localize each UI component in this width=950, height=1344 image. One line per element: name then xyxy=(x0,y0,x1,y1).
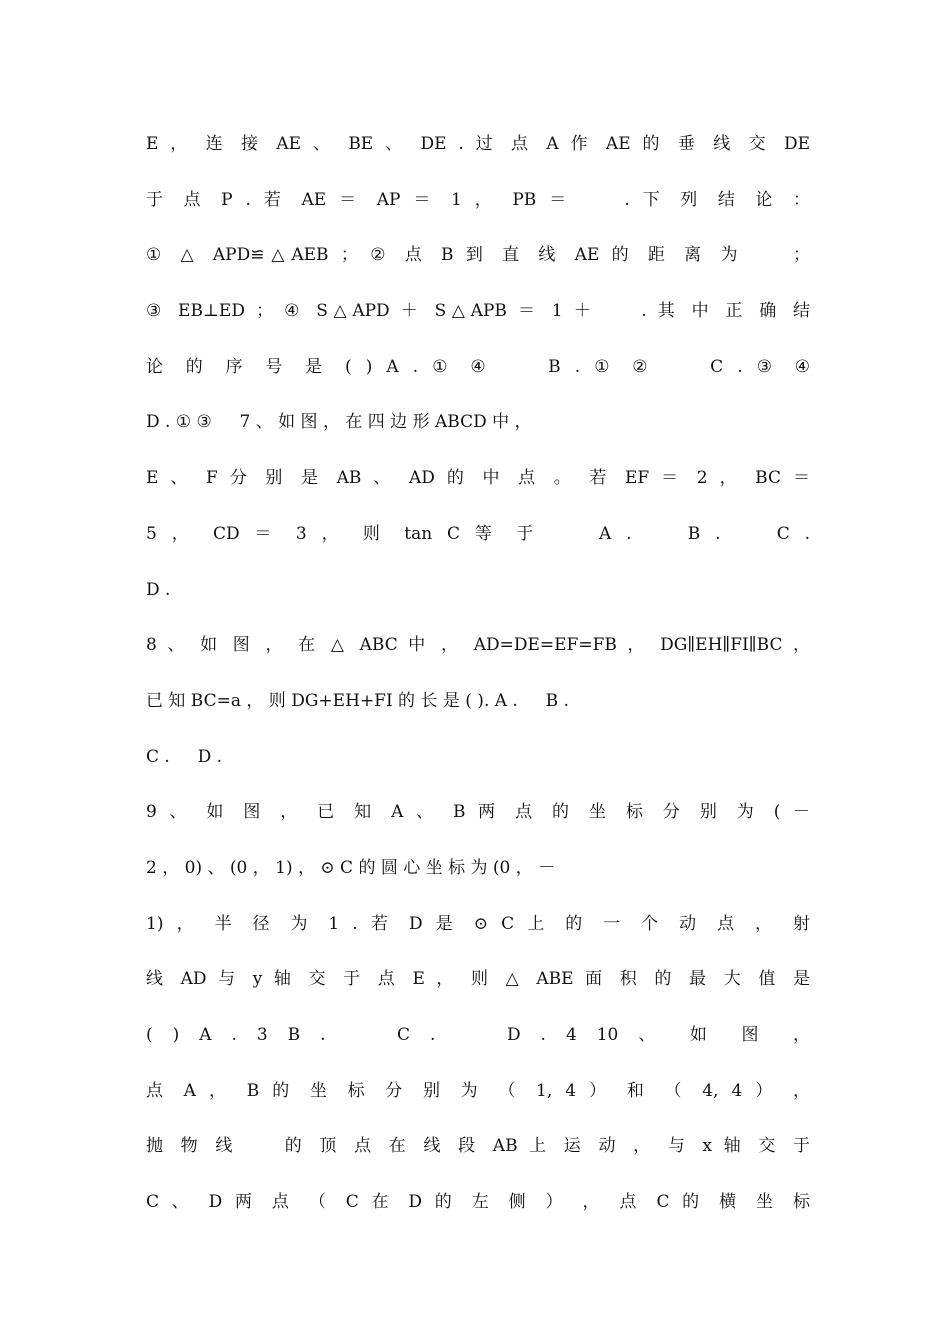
text-line: E ， 连 接 AE 、 BE 、 DE . 过 点 A 作 AE 的 垂 线 交 DE xyxy=(146,134,810,154)
text-line: ( ) A . 3 B . C . D . 4 10 、 如 图 ， xyxy=(146,1025,810,1045)
text-line: 2 ， 0) 、 (0 ， 1) ， ⊙ C 的 圆 心 坐 标 为 (0 ， － xyxy=(146,857,556,878)
text-line: 已 知 BC=a ， 则 DG+EH+FI 的 长 是 ( ). A . B . xyxy=(146,690,569,711)
text-line: 点 A ， B 的 坐 标 分 别 为 （ 1, 4 ） 和 （ 4, 4 ） ， xyxy=(146,1080,810,1101)
text-line: 1) ， 半 径 为 1 . 若 D 是 ⊙ C 上 的 一 个 动 点 ， 射 xyxy=(146,913,810,934)
text-line: 于 点 P . 若 AE ＝ AP ＝ 1 ， PB ＝ . 下 列 结 论 ： xyxy=(146,189,810,210)
text-line: 5 ， CD ＝ 3 ， 则 tan C 等 于 A . B . C . xyxy=(146,523,810,544)
text-line: ① △ APD≌△AEB ； ② 点 B 到 直 线 AE 的 距 离 为 ； xyxy=(146,245,810,266)
text-line: C 、 D 两 点 （ C 在 D 的 左 侧 ） ， 点 C 的 横 坐 标 xyxy=(146,1192,810,1213)
text-line: 8 、 如 图 ， 在 △ ABC 中 ， AD=DE=EF=FB ， DG∥EH∥FI∥BC ， xyxy=(146,635,810,656)
document-body xyxy=(146,117,810,1231)
text-line: D . xyxy=(146,579,171,600)
text-line: 论 的 序 号 是 ( ) A . ① ④ B . ① ② C . ③ ④ xyxy=(146,356,810,377)
text-line: 9 、 如 图 ， 已 知 A 、 B 两 点 的 坐 标 分 别 为 ( － xyxy=(146,802,810,823)
text-line: D . ① ③ 7 、 如 图 ， 在 四 边 形 ABCD 中 ， xyxy=(146,412,532,433)
text-line: C . D . xyxy=(146,746,223,767)
text-line: E 、 F 分 别 是 AB 、 AD 的 中 点 。 若 EF ＝ 2 ， BC ＝ xyxy=(146,468,810,489)
text-line: 线 AD 与 y 轴 交 于 点 E ， 则 △ ABE 面 积 的 最 大 值 是 xyxy=(146,969,810,990)
text-line: 抛 物 线 的 顶 点 在 线 段 AB 上 运 动 ， 与 x 轴 交 于 xyxy=(146,1136,810,1157)
text-line: ③ EB⊥ED ； ④ S△APD ＋ S△APB ＝ 1 ＋ . 其 中 正 确 结 xyxy=(146,301,810,322)
